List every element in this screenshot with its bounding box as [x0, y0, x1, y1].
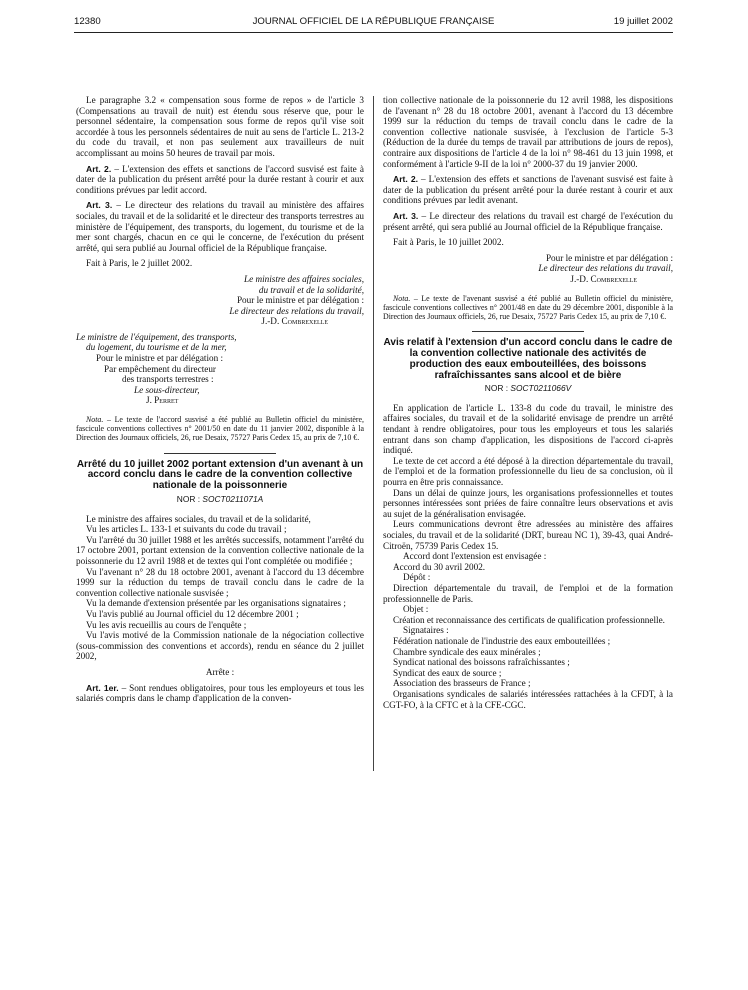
signature-line: Pour le ministre et par délégation : — [96, 353, 224, 364]
paragraph: Accord du 30 avril 2002. — [393, 561, 486, 572]
signature-line: Le ministre de l'équipement, des transports, — [76, 331, 237, 342]
nota-text: – Le texte de l'avenant susvisé a été publié au Bulletin officiel du ministère, fascicule conventions collectives n° 2001/48 en date du 29 décembre 2001, disponible à la Direction des Journaux officiels, 26, rue Desaix, 75727 Paris Cedex 15, au prix de 7,10 €. — [383, 293, 673, 321]
article-label: Art. 1er. — [86, 682, 119, 693]
nota-label: Nota. — [86, 415, 104, 425]
paragraph: Direction départementale du travail, de l'emploi et de la formation professionnelle de Paris. — [383, 582, 673, 604]
list-item: Syndicat national des boissons rafraîchissantes ; — [393, 657, 570, 668]
article-3 — [383, 211, 673, 232]
nor-code: SOCT0211066V — [510, 383, 572, 394]
paragraph: Vu l'avis motivé de la Commission nationale de la négociation collective (sous-commission des conventions et accords), rendu en séance du 2 juillet 2002, — [76, 630, 364, 662]
article-text: – L'extension des effets et sanctions de l'accord susvisé est faite à dater de la publication du présent arrêté pour la durée restant à courir et aux conditions prévues par ledit accord. — [76, 163, 364, 195]
left-column — [76, 95, 364, 704]
paragraph: En application de l'article L. 133-8 du code du travail, le ministre des affaires sociales, du travail et de la solidarité envisage de prendre un arrêté tendant à rendre obligatoires, pour tous les employeurs et tous les salariés entrant dans son champ d'application, les dispositions de l'accord ci-après indiqué. — [383, 402, 673, 456]
column-divider — [373, 96, 374, 771]
section-separator — [164, 453, 276, 454]
article-2 — [383, 174, 673, 206]
place-date: Fait à Paris, le 2 juillet 2002. — [86, 258, 193, 269]
list-item: Association des brasseurs de France ; — [393, 678, 531, 689]
page-header — [74, 16, 673, 30]
paragraph: tion collective nationale de la poissonnerie du 12 avril 1988, les dispositions de l'avenant n° 28 du 18 octobre 2001, avenant à l'accord du 13 décembre 1999 sur la réduction du temps de travail conclu dans le cadre de la convention collective nationale susvisée, à l'exclusion de l'article 5-3 (Réduction de la durée du temps de travail par attributions de jours de repos), contraire aux dispositions de l'article 4 de la loi n° 98-461 du 13 juin 1998, et conformément à l'article 9-II de la loi n° 2000-37 du 19 janvier 2000. — [383, 95, 673, 169]
nota — [383, 294, 673, 322]
paragraph: Vu les articles L. 133-1 et suivants du code du travail ; — [86, 524, 287, 535]
right-column — [383, 95, 673, 710]
section-label: Signataires : — [403, 625, 449, 636]
nota — [76, 415, 364, 443]
paragraph: Vu l'arrêté du 30 juillet 1988 et les arrêtés successifs, notamment l'arrêté du 17 octobre 2001, portant extension de la convention collective nationale de la poissonnerie du 12 avril 1988 et de textes qui l'ont complétée ou modifiée ; — [76, 534, 364, 566]
list-item: Organisations syndicales de salariés intéressées rattachées à la CFDT, à la CGT-FO, à la CFTC et à la CFE-CGC. — [383, 688, 673, 710]
signatory-name: J.-D. Combrexelle — [261, 316, 328, 327]
paragraph: Le paragraphe 3.2 « compensation sous forme de repos » de l'article 3 (Compensations au travail de nuit) est étendu sous réserve que, pour le personnel sédentaire, la compensation sous forme de repos qu'il vise soit accordée à tous les personnels sédentaires de nuit au sens de l'article L. 213-2 du code du travail, et non pas seulement aux travailleurs de nuit accomplissant au moins 50 heures de travail par mois. — [76, 95, 364, 158]
notice-title: Avis relatif à l'extension d'un accord conclu dans le cadre de la convention collective nationale des activités de production des eaux embouteillées, des boissons rafraîchissantes sans alcool et de bière — [383, 337, 673, 381]
paragraph: Accord dont l'extension est envisagée : — [403, 551, 547, 562]
paragraph: Le ministre des affaires sociales, du travail et de la solidarité, — [86, 513, 311, 524]
paragraph: Vu l'avenant n° 28 du 18 octobre 2001, avenant à l'accord du 13 décembre 1999 sur la réduction du temps de travail conclu dans le cadre de la convention collective nationale susvisée ; — [76, 566, 364, 598]
journal-title: JOURNAL OFFICIEL DE LA RÉPUBLIQUE FRANÇAISE — [252, 16, 495, 27]
article-label: Art. 2. — [393, 174, 419, 185]
signatory-name: J.-D. Combrexelle — [570, 273, 637, 284]
signature-line: Le directeur des relations du travail, — [538, 263, 673, 274]
paragraph: Leurs communications devront être adressées au ministère des affaires sociales, du travail et de la solidarité (DRT, bureau NC 1), 39-43, quai André-Citroën, 75739 Paris Cedex 15. — [383, 519, 673, 551]
place-date: Fait à Paris, le 10 juillet 2002. — [393, 237, 504, 248]
section-separator — [472, 331, 584, 332]
issue-date: 19 juillet 2002 — [613, 16, 673, 27]
signature-line: des transports terrestres : — [122, 374, 214, 385]
paragraph: Création et reconnaissance des certificats de qualification professionnelle. — [393, 614, 665, 625]
signature-line: Pour le ministre et par délégation : — [545, 252, 673, 263]
signature-line: Pour le ministre et par délégation : — [236, 295, 364, 306]
list-item: Chambre syndicale des eaux minérales ; — [393, 646, 541, 657]
signature-line: Le sous-directeur, — [134, 384, 200, 395]
article-text: – Le directeur des relations du travail au ministère des affaires sociales, du travail et de la solidarité et le directeur des transports terrestres au ministère de l'équipement, des transports, du logement, du tourisme et de la mer sont chargés, chacun en ce qui le concerne, de l'exécution du présent arrêté, qui sera publié au Journal officiel de la République française. — [76, 200, 365, 253]
article-text: – Le directeur des relations du travail est chargé de l'exécution du présent arrêté, qui sera publié au Journal officiel de la République française. — [383, 210, 673, 232]
signature-line: Le directeur des relations du travail, — [229, 305, 364, 316]
article-label: Art. 2. — [86, 163, 112, 174]
nor-reference: NOR : SOCT0211071A — [176, 494, 264, 505]
list-item: Syndicat des eaux de source ; — [393, 667, 502, 678]
article-text: – Sont rendues obligatoires, pour tous les employeurs et tous les salariés compris dans le champ d'application de la conven- — [76, 682, 364, 704]
signature-line: du logement, du tourisme et de la mer, — [86, 342, 227, 353]
article-3 — [76, 200, 364, 253]
header-rule — [74, 32, 673, 33]
signatory-name: J. Perret — [146, 395, 179, 406]
article-label: Art. 3. — [86, 200, 113, 211]
signature-line: du travail et de la solidarité, — [258, 284, 364, 295]
paragraph: Vu l'avis publié au Journal officiel du 12 décembre 2001 ; — [86, 608, 299, 619]
section-label: Objet : — [403, 604, 429, 615]
page-number: 12380 — [74, 16, 101, 27]
nota-label: Nota. — [393, 293, 411, 303]
article-label: Art. 3. — [393, 210, 419, 221]
article-2 — [76, 164, 364, 196]
nota-text: – Le texte de l'accord susvisé a été publié au Bulletin officiel du ministère, fascicule conventions collectives n° 2001/50 en date du 11 janvier 2002, disponible à la Direction des Journaux officiels, 26, rue Desaix, 75727 Paris Cedex 15, au prix de 7,10 €. — [76, 415, 364, 443]
nor-code: SOCT0211071A — [202, 494, 264, 505]
nor-reference: NOR : SOCT0211066V — [484, 383, 572, 394]
paragraph: Le texte de cet accord a été déposé à la direction départementale du travail, de l'emploi et de la formation professionnelle du lieu de sa conclusion, où il pourra en être pris connaissance. — [383, 455, 673, 488]
paragraph: Dans un délai de quinze jours, les organisations professionnelles et toutes personnes intéressées sont priées de faire connaître leurs observations et avis au sujet de la généralisation envisagée. — [383, 487, 673, 519]
article-1 — [76, 683, 364, 704]
article-text: – L'extension des effets et sanctions de l'avenant susvisé est faite à dater de la publication du présent arrêté pour la durée restant à courir et aux conditions prévues par ledit avenant. — [383, 174, 673, 206]
signature-line: Le ministre des affaires sociales, — [243, 273, 364, 284]
arrete-heading: Arrête : — [205, 666, 235, 677]
paragraph: Vu la demande d'extension présentée par les organisations signataires ; — [86, 598, 346, 609]
list-item: Fédération nationale de l'industrie des eaux embouteillées ; — [393, 635, 611, 646]
signature-line: Par empêchement du directeur — [104, 363, 216, 374]
section-label: Dépôt : — [403, 572, 431, 583]
decree-title: Arrêté du 10 juillet 2002 portant extension d'un avenant à un accord conclu dans le cadre de la convention collective nationale de la poissonnerie — [76, 458, 364, 492]
paragraph: Vu les avis recueillis au cours de l'enquête ; — [86, 619, 247, 630]
